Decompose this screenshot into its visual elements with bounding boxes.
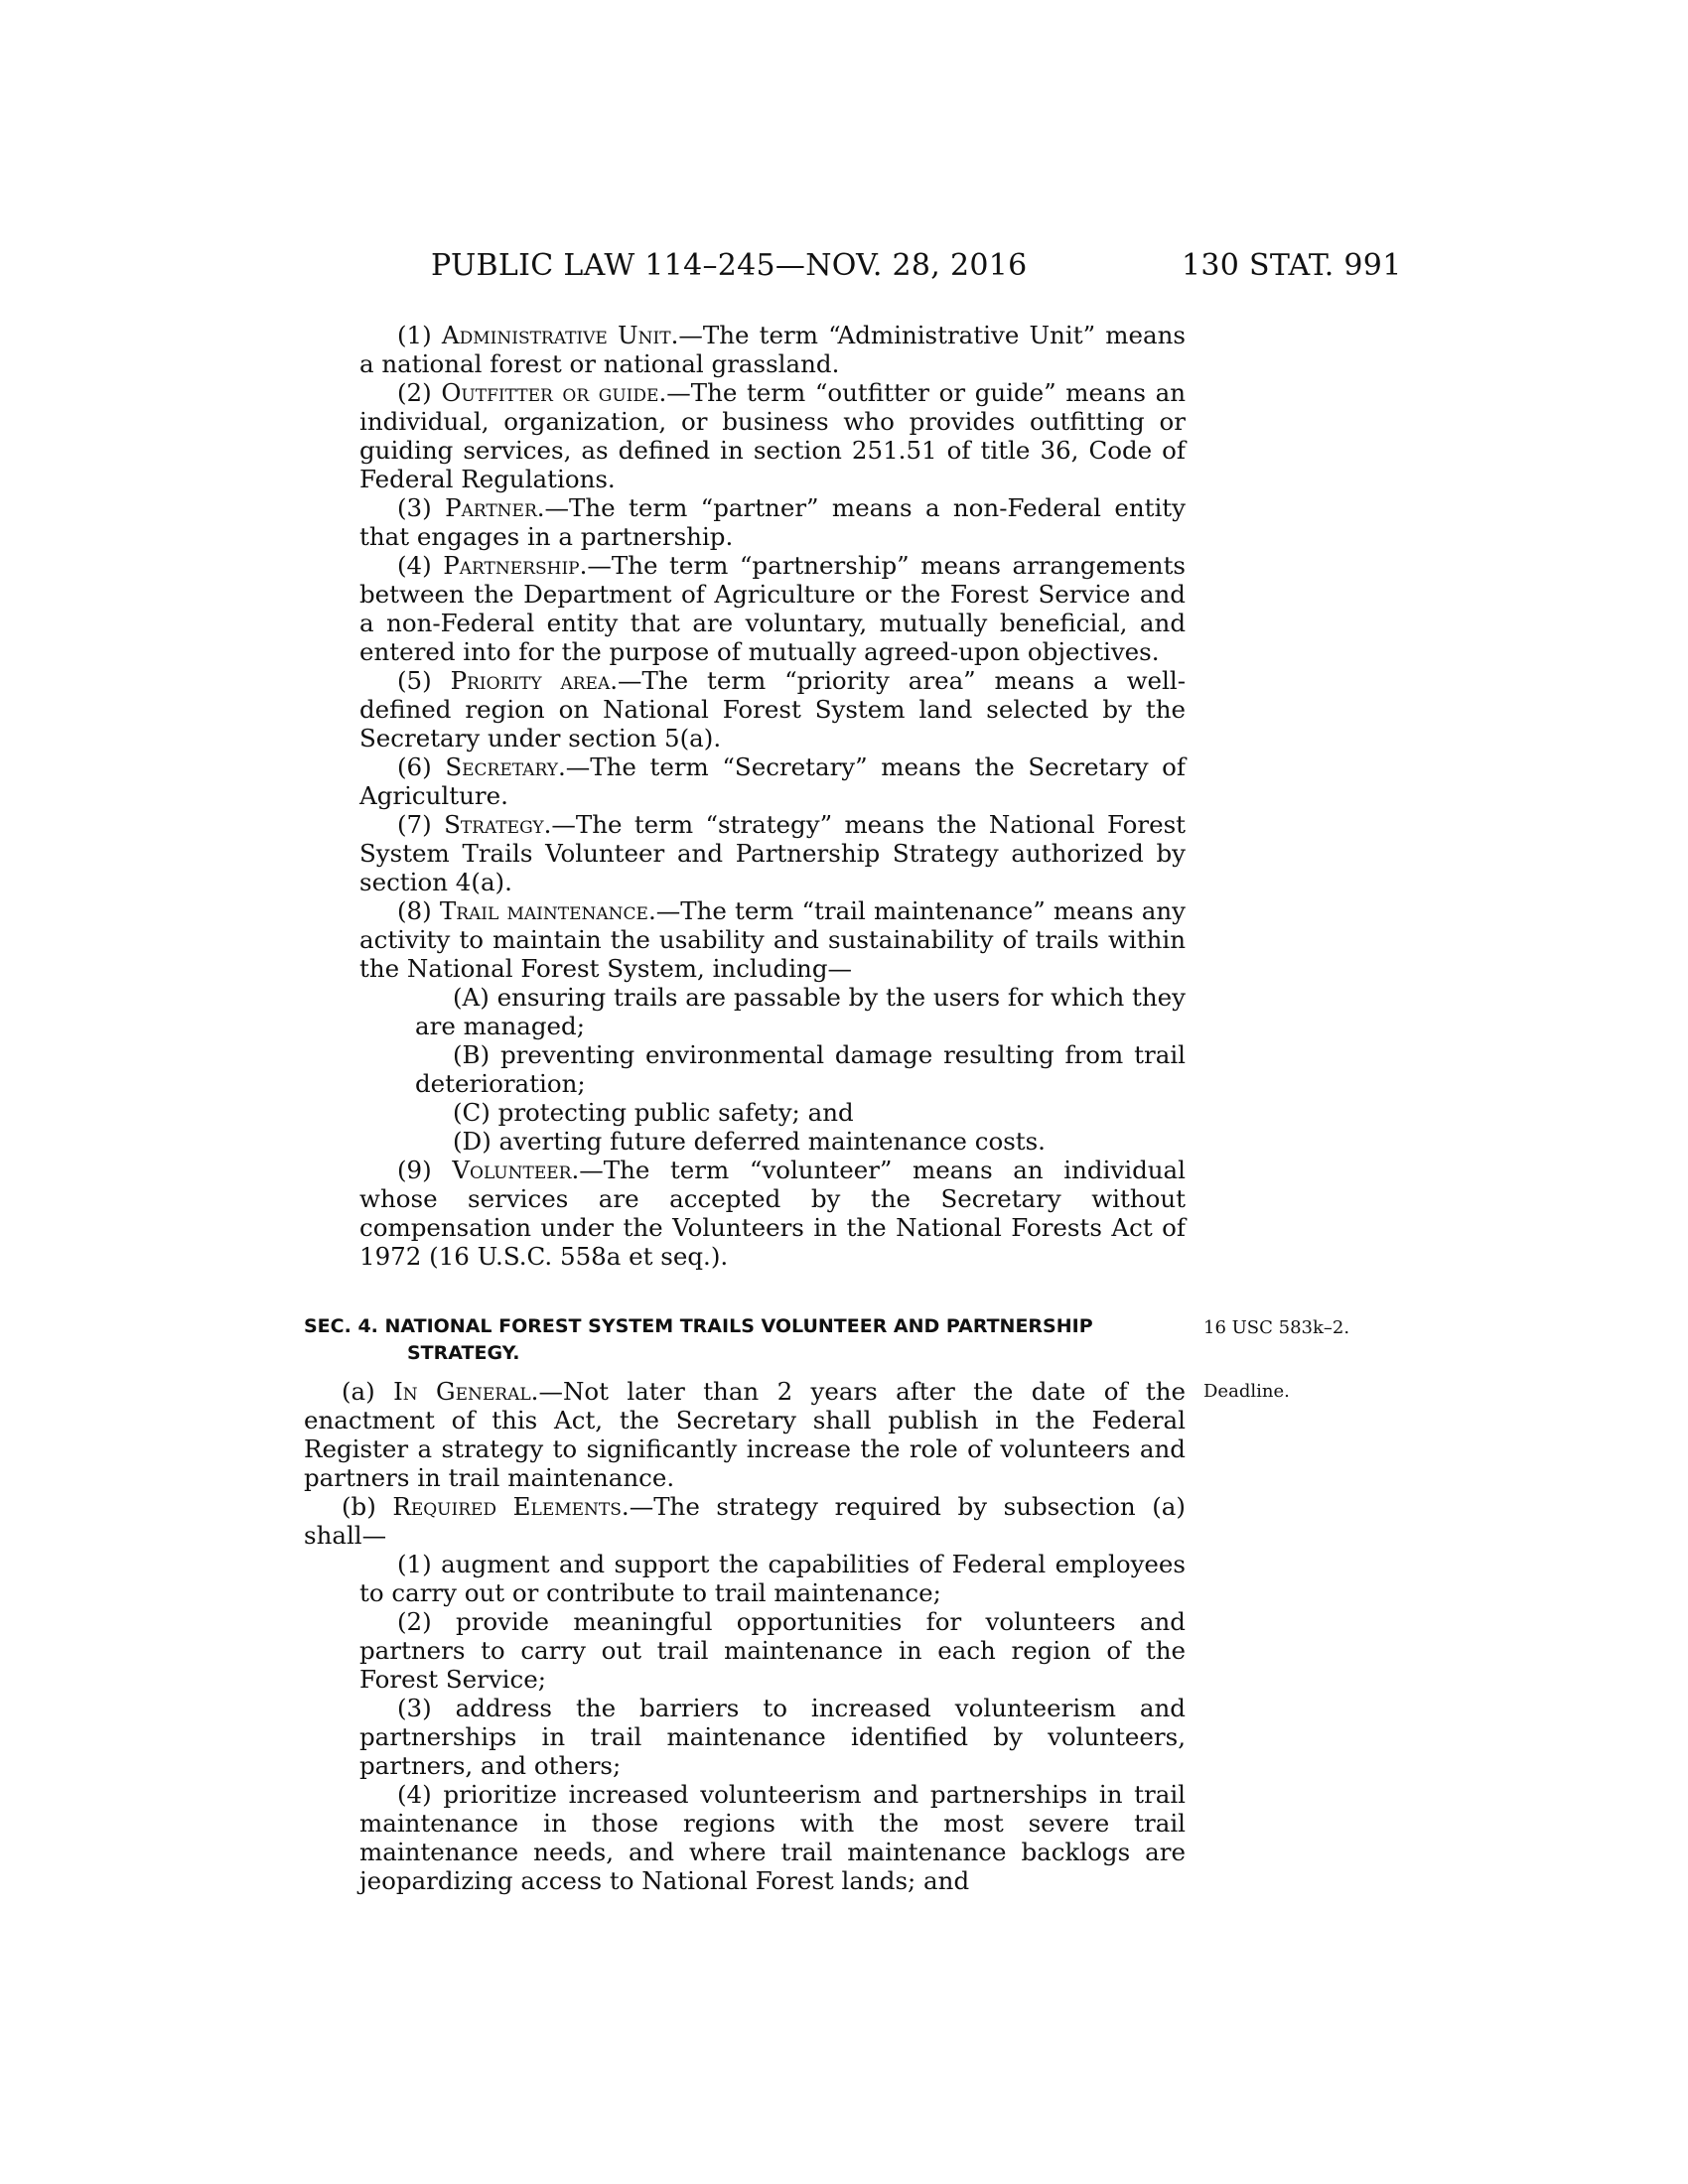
page-header [0, 248, 1688, 292]
strategy-element: (4) prioritize increased volunteerism and partnerships in trail maintenance in those regions with the most severe trail maintenance needs, and where trail maintenance backlogs are jeopardizing access to National Forest lands; and [359, 1780, 1186, 1895]
margin-note-deadline: Deadline. [1203, 1381, 1290, 1402]
trail-item: (B) preventing environmental damage resulting from trail deterioration; [415, 1040, 1186, 1098]
subsection-b: (b) Required Elements.—The strategy required by subsection (a) shall— [304, 1492, 1186, 1550]
section-body [304, 1377, 1186, 1895]
margin-note-usc: 16 USC 583k–2. [1203, 1317, 1350, 1338]
page-citation: 130 STAT. 991 [1182, 248, 1402, 283]
definition-5: (5) Priority area.—The term “priority area” means a well-defined region on National Forest System land selected by the Secretary under section 5(a). [359, 666, 1186, 752]
strategy-element: (1) augment and support the capabilities of Federal employees to carry out or contribute to trail maintenance; [359, 1550, 1186, 1607]
definition-9: (9) Volunteer.—The term “volunteer” means an individual whose services are accepted by the Secretary without compensation under the Volunteers in the National Forests Act of 1972 (16 U.S.C. 558a et seq.). [359, 1156, 1186, 1271]
definition-1: (1) Administrative Unit.—The term “Administrative Unit” means a national forest or national grassland. [359, 321, 1186, 378]
subsection-a: (a) In General.—Not later than 2 years after the date of the enactment of this Act, the Secretary shall publish in the Federal Register a strategy to significantly increase the role of volunteers and partners in trail maintenance. [304, 1377, 1186, 1492]
section-title: SEC. 4. NATIONAL FOREST SYSTEM TRAILS VOLUNTEER AND PARTNERSHIP STRATEGY. [304, 1315, 1093, 1364]
definition-4: (4) Partnership.—The term “partnership” means arrangements between the Department of Agriculture or the Forest Service and a non-Federal entity that are voluntary, mutually beneficial, and entered into for the purpose of mutually agreed-upon objectives. [359, 551, 1186, 666]
definition-6: (6) Secretary.—The term “Secretary” means the Secretary of Agriculture. [359, 752, 1186, 810]
strategy-element: (3) address the barriers to increased volunteerism and partnerships in trail maintenance identified by volunteers, partners, and others; [359, 1694, 1186, 1780]
definition-8: (8) Trail maintenance.—The term “trail maintenance” means any activity to maintain the usability and sustainability of trails within the National Forest System, including— [359, 896, 1186, 983]
trail-item: (C) protecting public safety; and [453, 1098, 854, 1127]
trail-item: (A) ensuring trails are passable by the users for which they are managed; [415, 983, 1186, 1040]
section-heading-block [304, 1313, 1186, 1367]
definition-3: (3) Partner.—The term “partner” means a non-Federal entity that engages in a partnership. [359, 493, 1186, 551]
trail-item: (D) averting future deferred maintenance costs. [453, 1127, 1046, 1156]
definition-2: (2) Outfitter or guide.—The term “outfitter or guide” means an individual, organization, or business who provides outfitting or guiding services, as defined in section 251.51 of title 36, Code of Federal Regulations. [359, 378, 1186, 493]
definition-7: (7) Strategy.—The term “strategy” means the National Forest System Trails Volunteer and Partnership Strategy authorized by section 4(a). [359, 810, 1186, 896]
running-head: PUBLIC LAW 114–245—NOV. 28, 2016 [431, 248, 1028, 283]
definitions-block [359, 321, 1186, 1271]
strategy-element: (2) provide meaningful opportunities for volunteers and partners to carry out trail maintenance in each region of the Forest Service; [359, 1607, 1186, 1694]
